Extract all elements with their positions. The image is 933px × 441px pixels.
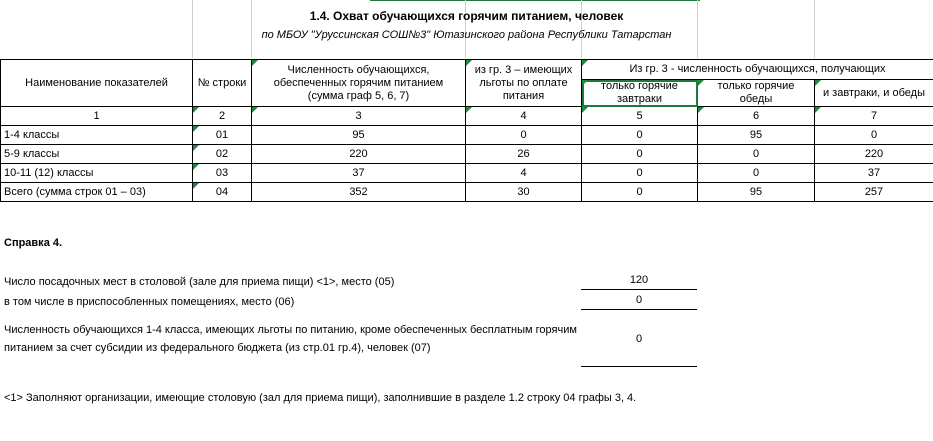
row-number-cell[interactable] — [193, 145, 252, 164]
column-number-cell[interactable] — [815, 107, 933, 126]
cell-marker — [193, 145, 199, 151]
column-number: 4 — [520, 109, 527, 122]
cell-value: 0 — [636, 147, 643, 160]
cell-value: 257 — [864, 185, 884, 198]
cell-value: 0 — [636, 185, 643, 198]
row-name-cell[interactable] — [1, 145, 193, 164]
row-name: 5-9 классы — [4, 147, 60, 160]
row-name: 1-4 классы — [4, 128, 60, 141]
seats-label: Число посадочных мест в столовой (зале для приема пищи) <1>, место (05) — [4, 276, 395, 288]
cell-value: 220 — [864, 147, 884, 160]
row-number: 01 — [215, 128, 229, 141]
cell-value: 0 — [636, 166, 643, 179]
header-row-number-cell[interactable] — [193, 60, 252, 107]
row-number: 04 — [215, 185, 229, 198]
value-cell[interactable] — [582, 126, 698, 145]
cell-value: 0 — [870, 128, 878, 141]
row-number-cell[interactable] — [193, 183, 252, 202]
header-row-number-label: № строки — [197, 76, 247, 89]
column-number: 1 — [93, 109, 100, 122]
column-number-cell[interactable] — [252, 107, 466, 126]
coverage-table — [0, 59, 933, 202]
value-cell[interactable] — [582, 145, 698, 164]
cell-value: 352 — [349, 185, 368, 198]
header-col5-label: только горячие завтраки — [601, 80, 678, 105]
row-name-cell[interactable] — [1, 164, 193, 183]
cell-value: 0 — [520, 128, 527, 141]
cell-marker — [582, 107, 588, 113]
header-group-cell[interactable] — [582, 60, 933, 80]
column-number-cell[interactable] — [1, 107, 193, 126]
cell-value: 95 — [352, 128, 365, 141]
cell-marker — [193, 183, 199, 189]
value-cell[interactable] — [815, 164, 933, 183]
value-cell[interactable] — [466, 126, 582, 145]
value-cell[interactable] — [698, 126, 815, 145]
table-row — [1, 164, 933, 183]
column-number: 7 — [870, 109, 878, 122]
column-number-cell[interactable] — [698, 107, 815, 126]
header-col4-cell[interactable] — [466, 60, 582, 107]
cell-value: 0 — [636, 128, 643, 141]
header-col3-label: Численность обучающихся, обеспеченных горячим питанием (сумма граф 5, 6, 7) — [273, 63, 444, 102]
header-col5-cell[interactable] — [582, 80, 698, 107]
top-border-line — [370, 0, 700, 1]
cell-value: 4 — [520, 166, 527, 179]
row-name-cell[interactable] — [1, 126, 193, 145]
cell-marker — [582, 60, 588, 66]
value-cell[interactable] — [698, 164, 815, 183]
cell-marker — [582, 80, 588, 86]
column-number: 3 — [355, 109, 362, 122]
row-number: 03 — [215, 166, 229, 179]
cell-marker — [698, 80, 704, 86]
table-row — [1, 145, 933, 164]
header-col3-cell[interactable] — [252, 60, 466, 107]
seats-underline — [581, 289, 697, 290]
row-name: 10-11 (12) классы — [4, 166, 94, 179]
value-cell[interactable] — [466, 145, 582, 164]
cell-value: 0 — [752, 166, 760, 179]
row-number: 02 — [215, 147, 229, 160]
header-name-cell[interactable] — [1, 60, 193, 107]
value-cell[interactable] — [466, 183, 582, 202]
value-cell[interactable] — [252, 145, 466, 164]
adapted-value[interactable]: 0 — [635, 294, 643, 306]
cell-value: 26 — [517, 147, 530, 160]
value-cell[interactable] — [582, 164, 698, 183]
cell-marker — [698, 107, 704, 113]
cell-value: 95 — [749, 185, 763, 198]
row-number-cell[interactable] — [193, 164, 252, 183]
header-group-label: Из гр. 3 - численность обучающихся, получающих — [629, 63, 886, 75]
row-name-cell[interactable] — [1, 183, 193, 202]
table-row — [1, 126, 933, 145]
cell-value: 37 — [352, 166, 365, 179]
column-number-cell[interactable] — [466, 107, 582, 126]
header-col6-label: только горячие обеды — [717, 80, 795, 105]
value-cell[interactable] — [582, 183, 698, 202]
value-cell[interactable] — [815, 145, 933, 164]
column-number: 2 — [218, 109, 226, 122]
column-number-cell[interactable] — [582, 107, 698, 126]
footnote: <1> Заполняют организации, имеющие столовую (зал для приема пищи), заполнившие в разделе 1.2 строку 04 графы 3, 4. — [4, 392, 637, 404]
value-cell[interactable] — [815, 183, 933, 202]
value-cell[interactable] — [698, 145, 815, 164]
cell-value: 0 — [752, 147, 760, 160]
value-cell[interactable] — [252, 164, 466, 183]
header-col4-label: из гр. 3 – имеющих льготы по оплате питания — [474, 63, 573, 102]
value-cell[interactable] — [466, 164, 582, 183]
cell-marker — [815, 80, 821, 86]
reference-title: Справка 4. — [4, 237, 63, 249]
cell-value: 220 — [349, 147, 368, 160]
adapted-underline — [581, 309, 697, 310]
cell-marker — [252, 60, 258, 66]
value-cell[interactable] — [252, 183, 466, 202]
cell-marker — [193, 164, 199, 170]
header-col6-cell[interactable] — [698, 80, 815, 107]
cell-value: 30 — [517, 185, 530, 198]
benefit-label-line-1: Численность обучающихся 1-4 класса, имеющих льготы по питанию, кроме обеспеченных бесплатным горячим — [4, 324, 577, 336]
cell-marker — [193, 126, 199, 132]
cell-marker — [252, 107, 258, 113]
page-subtitle: по МБОУ "Уруссинская СОШ№3" Ютазинского района Республики Татарстан — [261, 29, 672, 41]
header-col7-label: и завтраки, и обеды — [822, 86, 925, 99]
value-cell[interactable] — [815, 126, 933, 145]
benefit-label-line-2: питанием за счет субсидии из федерального бюджета (из стр.01 гр.4), человек (07) — [4, 342, 431, 354]
cell-value: 37 — [867, 166, 881, 179]
header-name-label: Наименование показателей — [25, 76, 168, 89]
adapted-label: в том числе в приспособленных помещениях, место (06) — [4, 296, 295, 308]
column-number-cell[interactable] — [193, 107, 252, 126]
cell-value: 95 — [749, 128, 763, 141]
table-row — [1, 183, 933, 202]
seats-value[interactable]: 120 — [629, 274, 649, 286]
value-cell[interactable] — [252, 126, 466, 145]
row-number-cell[interactable] — [193, 126, 252, 145]
row-name: Всего (сумма строк 01 – 03) — [4, 185, 146, 198]
cell-marker — [815, 107, 821, 113]
column-number: 5 — [636, 109, 643, 122]
column-number: 6 — [752, 109, 760, 122]
benefit-value[interactable]: 0 — [635, 333, 643, 345]
benefit-underline — [581, 366, 697, 367]
cell-marker — [466, 60, 472, 66]
cell-marker — [466, 107, 472, 113]
value-cell[interactable] — [698, 183, 815, 202]
page-title: 1.4. Охват обучающихся горячим питанием, человек — [309, 9, 624, 23]
cell-marker — [193, 107, 199, 113]
header-col7-cell[interactable] — [815, 80, 933, 107]
